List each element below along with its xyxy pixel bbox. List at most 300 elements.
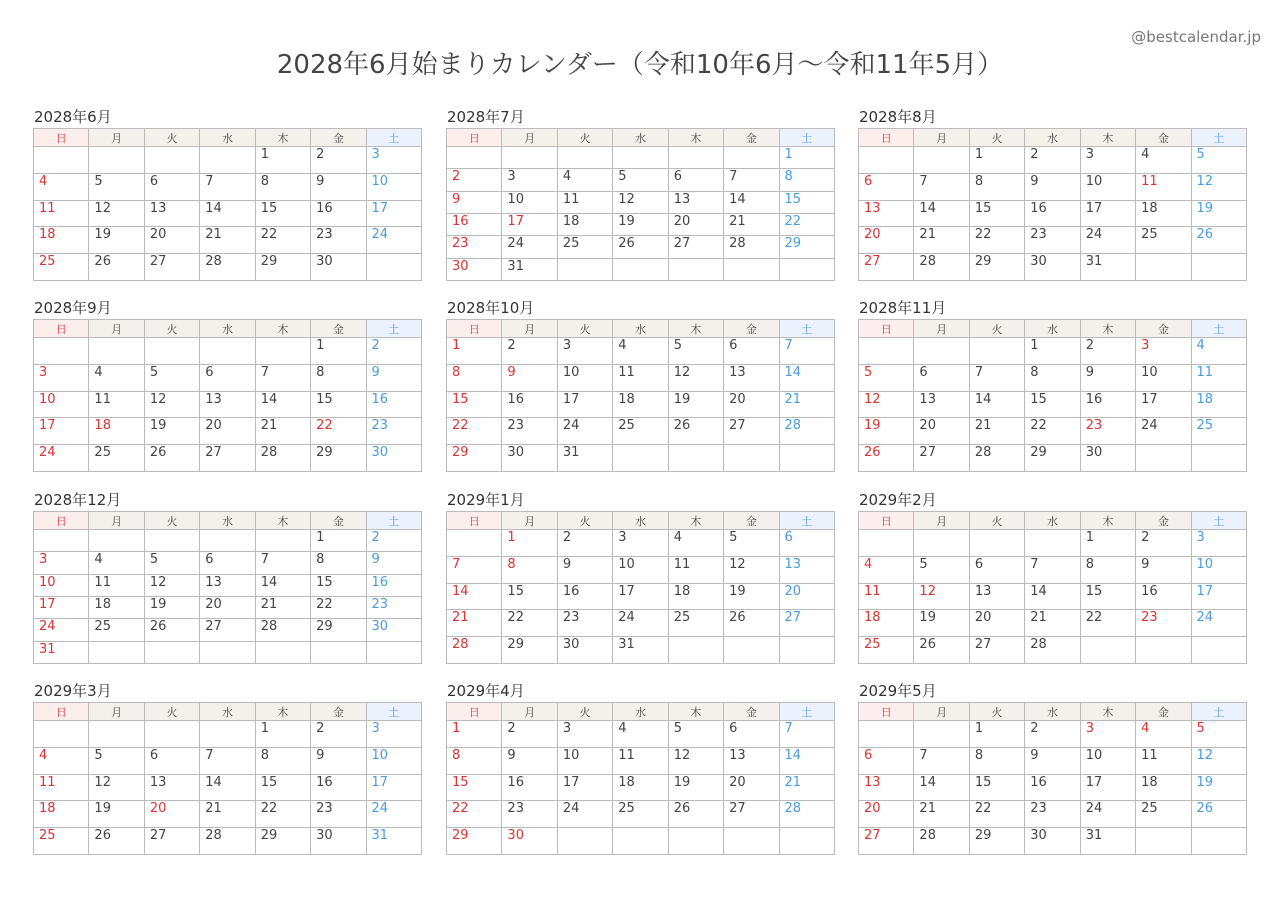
day-cell: 26: [859, 445, 914, 472]
day-cell: 9: [311, 173, 366, 200]
day-cell: 31: [366, 828, 421, 855]
week-row: [34, 721, 422, 748]
day-cell: 31: [1080, 254, 1135, 281]
day-cell: 20: [969, 610, 1024, 637]
day-cell: 29: [311, 619, 366, 641]
weekday-header: 月: [502, 320, 557, 338]
day-cell: 9: [502, 364, 557, 391]
week-row: [447, 191, 835, 213]
week-row: [447, 258, 835, 280]
weekday-header: 水: [613, 320, 668, 338]
weekday-header: 木: [255, 512, 310, 530]
day-cell: [255, 530, 310, 552]
day-cell: 27: [144, 254, 199, 281]
day-cell: 1: [779, 147, 834, 169]
day-cell: 16: [1080, 391, 1135, 418]
day-cell: [724, 637, 779, 664]
day-cell: 24: [557, 801, 612, 828]
day-cell: 18: [34, 801, 89, 828]
day-cell: 24: [34, 619, 89, 641]
day-cell: 7: [914, 173, 969, 200]
day-cell: 31: [613, 637, 668, 664]
month-title: 2029年2月: [859, 491, 937, 509]
day-cell: [557, 828, 612, 855]
day-cell: [724, 445, 779, 472]
day-cell: 31: [1080, 828, 1135, 855]
week-row: [859, 254, 1247, 281]
month-title: 2028年8月: [859, 108, 937, 126]
day-cell: 14: [1025, 583, 1080, 610]
day-cell: 6: [144, 173, 199, 200]
day-cell: [200, 147, 255, 174]
day-cell: 17: [1136, 391, 1191, 418]
day-cell: [144, 721, 199, 748]
day-cell: 17: [34, 418, 89, 445]
day-cell: 10: [1136, 364, 1191, 391]
day-cell: 26: [914, 637, 969, 664]
day-cell: [779, 637, 834, 664]
day-cell: [366, 641, 421, 663]
day-cell: 30: [311, 254, 366, 281]
day-cell: 12: [144, 574, 199, 596]
weekday-header: 月: [89, 512, 144, 530]
day-cell: [779, 258, 834, 280]
day-cell: 8: [779, 169, 834, 191]
day-cell: 13: [859, 200, 914, 227]
day-cell: 23: [1080, 418, 1135, 445]
week-row: [447, 801, 835, 828]
day-cell: 22: [311, 596, 366, 618]
weekday-header: 水: [200, 703, 255, 721]
month-table: [858, 128, 1247, 281]
day-cell: 31: [557, 445, 612, 472]
day-cell: [969, 338, 1024, 365]
day-cell: 29: [311, 445, 366, 472]
day-cell: 12: [914, 583, 969, 610]
day-cell: 25: [613, 801, 668, 828]
day-cell: 29: [1025, 445, 1080, 472]
day-cell: [914, 721, 969, 748]
day-cell: [502, 147, 557, 169]
day-cell: 11: [89, 391, 144, 418]
week-row: [447, 610, 835, 637]
weekday-header: 水: [613, 703, 668, 721]
day-cell: 9: [311, 747, 366, 774]
day-cell: 22: [969, 227, 1024, 254]
weekday-header: 火: [969, 129, 1024, 147]
week-row: [447, 364, 835, 391]
day-cell: 3: [613, 530, 668, 557]
week-row: [34, 391, 422, 418]
week-row: [859, 200, 1247, 227]
day-cell: 6: [668, 169, 723, 191]
day-cell: 10: [557, 747, 612, 774]
day-cell: 23: [1136, 610, 1191, 637]
day-cell: [914, 147, 969, 174]
day-cell: 16: [502, 391, 557, 418]
weekday-header: 土: [366, 320, 421, 338]
day-cell: 12: [1191, 173, 1246, 200]
day-cell: 3: [557, 721, 612, 748]
day-cell: 30: [1025, 828, 1080, 855]
week-row: [447, 236, 835, 258]
day-cell: 24: [1191, 610, 1246, 637]
day-cell: 16: [1025, 200, 1080, 227]
month-table: [446, 128, 835, 281]
weekday-header: 日: [34, 703, 89, 721]
day-cell: 26: [89, 254, 144, 281]
day-cell: 11: [1136, 747, 1191, 774]
day-cell: 23: [502, 418, 557, 445]
day-cell: 27: [859, 254, 914, 281]
day-cell: [144, 641, 199, 663]
day-cell: 28: [724, 236, 779, 258]
day-cell: 12: [859, 391, 914, 418]
day-cell: [89, 641, 144, 663]
day-cell: 19: [89, 227, 144, 254]
day-cell: 9: [557, 556, 612, 583]
week-row: [34, 418, 422, 445]
day-cell: 29: [779, 236, 834, 258]
day-cell: [255, 338, 310, 365]
day-cell: 20: [859, 227, 914, 254]
page-title: 2028年6月始まりカレンダー（令和10年6月〜令和11年5月）: [276, 50, 1004, 80]
day-cell: 24: [34, 445, 89, 472]
day-cell: 15: [447, 391, 502, 418]
day-cell: [144, 530, 199, 552]
day-cell: 13: [668, 191, 723, 213]
week-row: [859, 801, 1247, 828]
day-cell: 17: [1080, 200, 1135, 227]
day-cell: 19: [859, 418, 914, 445]
day-cell: 18: [668, 583, 723, 610]
weekday-header: 火: [557, 129, 612, 147]
day-cell: 18: [1191, 391, 1246, 418]
day-cell: 15: [502, 583, 557, 610]
weekday-header: 水: [200, 320, 255, 338]
day-cell: 17: [1191, 583, 1246, 610]
day-cell: 28: [914, 828, 969, 855]
day-cell: 1: [1025, 338, 1080, 365]
day-cell: 14: [255, 574, 310, 596]
day-cell: [969, 530, 1024, 557]
day-cell: 30: [447, 258, 502, 280]
weekday-header: 金: [1136, 703, 1191, 721]
day-cell: [779, 445, 834, 472]
week-row: [34, 530, 422, 552]
day-cell: 20: [859, 801, 914, 828]
day-cell: [613, 147, 668, 169]
day-cell: 18: [557, 213, 612, 235]
weekday-header: 火: [969, 320, 1024, 338]
day-cell: 12: [1191, 747, 1246, 774]
week-row: [447, 391, 835, 418]
day-cell: 4: [89, 552, 144, 574]
day-cell: 13: [969, 583, 1024, 610]
weekday-header: 土: [779, 320, 834, 338]
day-cell: 27: [914, 445, 969, 472]
day-cell: 3: [1136, 338, 1191, 365]
day-cell: 2: [311, 721, 366, 748]
weekday-header: 月: [89, 703, 144, 721]
month-table: [33, 128, 422, 281]
day-cell: [144, 147, 199, 174]
day-cell: 24: [1136, 418, 1191, 445]
day-cell: 8: [447, 364, 502, 391]
day-cell: 30: [502, 828, 557, 855]
day-cell: 19: [613, 213, 668, 235]
day-cell: 11: [668, 556, 723, 583]
day-cell: 13: [779, 556, 834, 583]
day-cell: 20: [914, 418, 969, 445]
day-cell: 16: [366, 391, 421, 418]
month-calendar: [33, 297, 422, 472]
day-cell: [724, 258, 779, 280]
day-cell: 3: [1080, 721, 1135, 748]
weekday-header: 火: [144, 512, 199, 530]
month-table: [33, 319, 422, 472]
day-cell: [200, 338, 255, 365]
week-row: [859, 173, 1247, 200]
day-cell: 7: [200, 747, 255, 774]
day-cell: 23: [311, 801, 366, 828]
day-cell: [1191, 828, 1246, 855]
week-row: [859, 391, 1247, 418]
month-calendar: [33, 680, 422, 855]
day-cell: 8: [311, 364, 366, 391]
day-cell: 6: [779, 530, 834, 557]
month-title: 2028年12月: [34, 491, 122, 509]
day-cell: 7: [779, 338, 834, 365]
day-cell: 27: [779, 610, 834, 637]
day-cell: 19: [668, 774, 723, 801]
day-cell: 28: [779, 801, 834, 828]
day-cell: 24: [366, 227, 421, 254]
day-cell: 26: [724, 610, 779, 637]
day-cell: 18: [89, 418, 144, 445]
day-cell: 1: [447, 721, 502, 748]
day-cell: 13: [914, 391, 969, 418]
day-cell: 28: [255, 619, 310, 641]
week-row: [859, 418, 1247, 445]
weekday-header: 金: [1136, 320, 1191, 338]
day-cell: 6: [144, 747, 199, 774]
week-row: [447, 445, 835, 472]
weekday-header: 日: [859, 320, 914, 338]
day-cell: [557, 258, 612, 280]
day-cell: 24: [1080, 227, 1135, 254]
month-title: 2029年3月: [34, 682, 112, 700]
day-cell: 15: [1080, 583, 1135, 610]
day-cell: 18: [613, 391, 668, 418]
day-cell: 14: [914, 774, 969, 801]
day-cell: 21: [779, 391, 834, 418]
day-cell: [859, 530, 914, 557]
day-cell: 13: [200, 391, 255, 418]
day-cell: [859, 721, 914, 748]
weekday-header: 日: [859, 703, 914, 721]
day-cell: 4: [1191, 338, 1246, 365]
day-cell: [668, 445, 723, 472]
week-row: [859, 774, 1247, 801]
week-row: [859, 445, 1247, 472]
day-cell: 14: [724, 191, 779, 213]
weekday-header: 日: [447, 320, 502, 338]
day-cell: 17: [613, 583, 668, 610]
day-cell: 11: [34, 774, 89, 801]
day-cell: 8: [255, 747, 310, 774]
day-cell: 10: [34, 574, 89, 596]
day-cell: 25: [613, 418, 668, 445]
day-cell: 28: [200, 828, 255, 855]
day-cell: 4: [613, 338, 668, 365]
day-cell: 26: [1191, 227, 1246, 254]
month-title: 2029年5月: [859, 682, 937, 700]
weekday-header: 木: [668, 703, 723, 721]
day-cell: 23: [447, 236, 502, 258]
weekday-header: 金: [311, 129, 366, 147]
day-cell: 14: [447, 583, 502, 610]
day-cell: 7: [200, 173, 255, 200]
weekday-header: 月: [502, 703, 557, 721]
day-cell: 17: [366, 200, 421, 227]
week-row: [447, 828, 835, 855]
day-cell: [447, 530, 502, 557]
weekday-header: 土: [1191, 703, 1246, 721]
week-row: [859, 338, 1247, 365]
day-cell: 18: [859, 610, 914, 637]
day-cell: 24: [557, 418, 612, 445]
month-table: [446, 319, 835, 472]
day-cell: 23: [1025, 227, 1080, 254]
day-cell: 8: [969, 173, 1024, 200]
day-cell: 13: [144, 200, 199, 227]
day-cell: 12: [668, 747, 723, 774]
day-cell: 11: [1136, 173, 1191, 200]
day-cell: 24: [613, 610, 668, 637]
day-cell: 15: [779, 191, 834, 213]
day-cell: 22: [255, 801, 310, 828]
weekday-header: 木: [1080, 129, 1135, 147]
day-cell: 21: [914, 801, 969, 828]
day-cell: 21: [969, 418, 1024, 445]
day-cell: 5: [144, 552, 199, 574]
day-cell: 14: [200, 774, 255, 801]
day-cell: 16: [366, 574, 421, 596]
week-row: [34, 828, 422, 855]
weekday-header: 水: [200, 512, 255, 530]
day-cell: [859, 147, 914, 174]
week-row: [859, 828, 1247, 855]
day-cell: 19: [89, 801, 144, 828]
day-cell: [34, 721, 89, 748]
weekday-header: 金: [311, 703, 366, 721]
site-watermark: @bestcalendar.jp: [1131, 28, 1261, 46]
day-cell: 1: [447, 338, 502, 365]
day-cell: 19: [668, 391, 723, 418]
day-cell: [311, 641, 366, 663]
day-cell: 12: [668, 364, 723, 391]
month-calendar: [446, 106, 835, 281]
day-cell: 17: [1080, 774, 1135, 801]
day-cell: 30: [311, 828, 366, 855]
day-cell: 7: [255, 364, 310, 391]
weekday-header: 日: [859, 129, 914, 147]
week-row: [34, 747, 422, 774]
day-cell: 9: [1025, 747, 1080, 774]
month-calendar: [858, 489, 1247, 664]
day-cell: 13: [724, 747, 779, 774]
weekday-header: 木: [255, 129, 310, 147]
day-cell: 1: [311, 530, 366, 552]
day-cell: 20: [200, 418, 255, 445]
day-cell: 23: [366, 418, 421, 445]
month-calendar: [858, 680, 1247, 855]
week-row: [447, 721, 835, 748]
week-row: [34, 641, 422, 663]
day-cell: 9: [1136, 556, 1191, 583]
day-cell: 21: [200, 227, 255, 254]
day-cell: 27: [200, 619, 255, 641]
week-row: [859, 530, 1247, 557]
day-cell: 4: [34, 173, 89, 200]
day-cell: 14: [779, 747, 834, 774]
weekday-header: 金: [724, 129, 779, 147]
weekday-header: 金: [724, 703, 779, 721]
day-cell: 28: [914, 254, 969, 281]
week-row: [859, 147, 1247, 174]
day-cell: 7: [255, 552, 310, 574]
day-cell: 5: [724, 530, 779, 557]
day-cell: 30: [557, 637, 612, 664]
day-cell: 11: [89, 574, 144, 596]
day-cell: 25: [89, 445, 144, 472]
day-cell: 19: [914, 610, 969, 637]
weekday-header: 木: [255, 320, 310, 338]
day-cell: 9: [366, 364, 421, 391]
day-cell: 10: [557, 364, 612, 391]
week-row: [859, 610, 1247, 637]
month-title: 2028年7月: [447, 108, 525, 126]
day-cell: 1: [1080, 530, 1135, 557]
day-cell: 25: [1136, 227, 1191, 254]
week-row: [34, 364, 422, 391]
weekday-header: 土: [1191, 512, 1246, 530]
day-cell: 9: [502, 747, 557, 774]
day-cell: 3: [34, 552, 89, 574]
week-row: [447, 338, 835, 365]
day-cell: [1191, 637, 1246, 664]
day-cell: 28: [200, 254, 255, 281]
day-cell: 27: [144, 828, 199, 855]
day-cell: [1080, 637, 1135, 664]
weekday-header: 火: [557, 320, 612, 338]
day-cell: 26: [89, 828, 144, 855]
day-cell: [1191, 254, 1246, 281]
month-table: [858, 702, 1247, 855]
weekday-header: 木: [1080, 512, 1135, 530]
day-cell: [668, 258, 723, 280]
day-cell: 26: [144, 445, 199, 472]
day-cell: 18: [89, 596, 144, 618]
day-cell: 12: [89, 200, 144, 227]
day-cell: 25: [89, 619, 144, 641]
week-row: [34, 173, 422, 200]
month-calendar: [858, 106, 1247, 281]
month-calendar: [858, 297, 1247, 472]
day-cell: 25: [1136, 801, 1191, 828]
day-cell: 11: [859, 583, 914, 610]
